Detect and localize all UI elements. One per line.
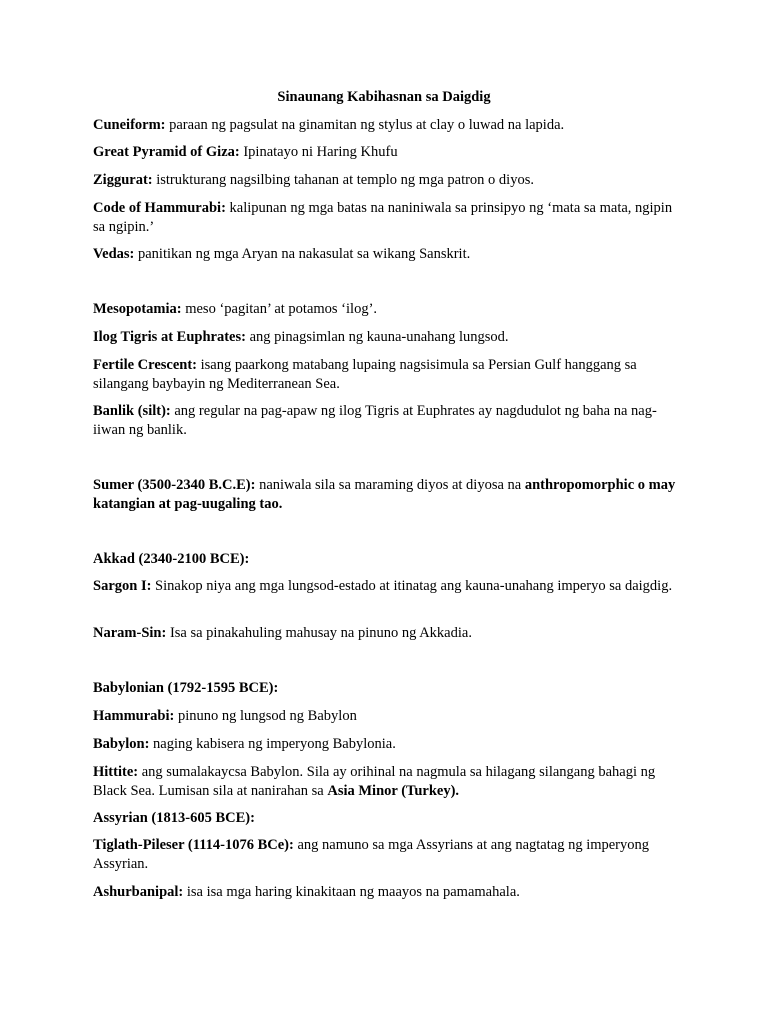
entry-text: paraan ng pagsulat na ginamitan ng stylus at clay o luwad na lapida.: [165, 117, 565, 133]
entry-emphasis: Asia Minor (Turkey).: [327, 782, 460, 799]
entry-ziggurat: [93, 171, 683, 190]
entry-term: Hittite:: [93, 764, 139, 780]
entry-term: Naram-Sin:: [93, 625, 167, 641]
entry-term: Sargon I:: [93, 578, 152, 594]
section-heading: Akkad (2340-2100 BCE):: [93, 551, 250, 567]
entry-text: isang paarkong matabang lupaing nagsisimula sa Persian Gulf hanggang sa silangang baybayin ng Mediterranean Sea.: [93, 357, 637, 392]
section-assyrian: [93, 809, 683, 828]
entry-babylon: [93, 735, 683, 754]
entry-tiglath-pileser: [93, 836, 683, 873]
entry-term: Hammurabi:: [93, 708, 175, 724]
entry-sumer: [93, 476, 683, 513]
entry-fertile-crescent: [93, 356, 683, 393]
entry-term: Sumer (3500-2340 B.C.E):: [93, 477, 256, 493]
entry-text: pinuno ng lungsod ng Babylon: [174, 708, 357, 724]
entry-term: Tiglath-Pileser (1114-1076 BCe):: [93, 837, 294, 853]
entry-text: Sinakop niya ang mga lungsod-estado at itinatag ang kauna-unahang imperyo sa daigdig.: [151, 578, 673, 594]
entry-vedas: [93, 245, 683, 264]
entry-banlik: [93, 402, 683, 439]
entry-term: Vedas:: [93, 246, 135, 262]
entry-term: Banlik (silt):: [93, 403, 171, 419]
entry-hittite: [93, 763, 683, 800]
entry-text: ang pinagsimlan ng kauna-unahang lungsod.: [245, 329, 509, 345]
section-babylonian: [93, 679, 683, 698]
entry-code-of-hammurabi: [93, 199, 683, 236]
entry-text: kalipunan ng mga batas na naniniwala sa prinsipyo ng ‘mata sa mata, ngipin sa ngipin.’: [93, 200, 673, 235]
entry-text: isa isa mga haring kinakitaan ng maayos na pamamahala.: [183, 884, 520, 900]
entry-term: Fertile Crescent:: [93, 357, 197, 373]
entry-ashurbanipal: [93, 883, 683, 902]
entry-term: Ashurbanipal:: [93, 884, 184, 900]
entry-term: Mesopotamia:: [93, 301, 182, 317]
entry-great-pyramid: [93, 143, 683, 162]
entry-term: Code of Hammurabi:: [93, 200, 226, 216]
entry-text: ang sumalakaycsa Babylon. Sila ay orihinal na nagmula sa hilagang silangang bahagi ng Black Sea. Lumisan sila at nanirahan sa: [93, 764, 656, 799]
entry-term: Cuneiform:: [93, 117, 166, 133]
entry-text: Ipinatayo ni Haring Khufu: [239, 144, 398, 160]
document-title: Sinaunang Kabihasnan sa Daigdig: [277, 89, 491, 105]
entry-text: naging kabisera ng imperyong Babylonia.: [149, 736, 396, 752]
entry-term: Great Pyramid of Giza:: [93, 144, 240, 160]
entry-mesopotamia: [93, 300, 683, 319]
entry-cuneiform: [93, 116, 683, 135]
entry-naram-sin: [93, 624, 683, 643]
entry-tigris-euphrates: [93, 328, 683, 347]
entry-term: Babylon:: [93, 736, 150, 752]
entry-emphasis: anthropomorphic o may katangian at pag-uugaling tao.: [93, 477, 676, 512]
entry-text: ang regular na pag-apaw ng ilog Tigris at Euphrates ay nagdudulot ng baha na nag-iiwan ng banlik.: [93, 403, 657, 438]
entry-term: Ziggurat:: [93, 172, 153, 188]
entry-term: Ilog Tigris at Euphrates:: [93, 329, 246, 345]
section-heading: Assyrian (1813-605 BCE):: [93, 810, 255, 826]
entry-sargon: [93, 577, 683, 596]
section-akkad: [93, 550, 683, 569]
entry-text: Isa sa pinakahuling mahusay na pinuno ng Akkadia.: [166, 625, 472, 641]
entry-text: naniwala sila sa maraming diyos at diyosa na: [255, 477, 525, 493]
entry-text: panitikan ng mga Aryan na nakasulat sa wikang Sanskrit.: [134, 246, 471, 262]
entry-hammurabi: [93, 707, 683, 726]
entry-text: ang namuno sa mga Assyrians at ang nagtatag ng imperyong Assyrian.: [93, 837, 650, 872]
section-heading: Babylonian (1792-1595 BCE):: [93, 680, 279, 696]
entry-text: meso ‘pagitan’ at potamos ‘ilog’.: [181, 301, 378, 317]
entry-text: istrukturang nagsilbing tahanan at templo ng mga patron o diyos.: [152, 172, 534, 188]
